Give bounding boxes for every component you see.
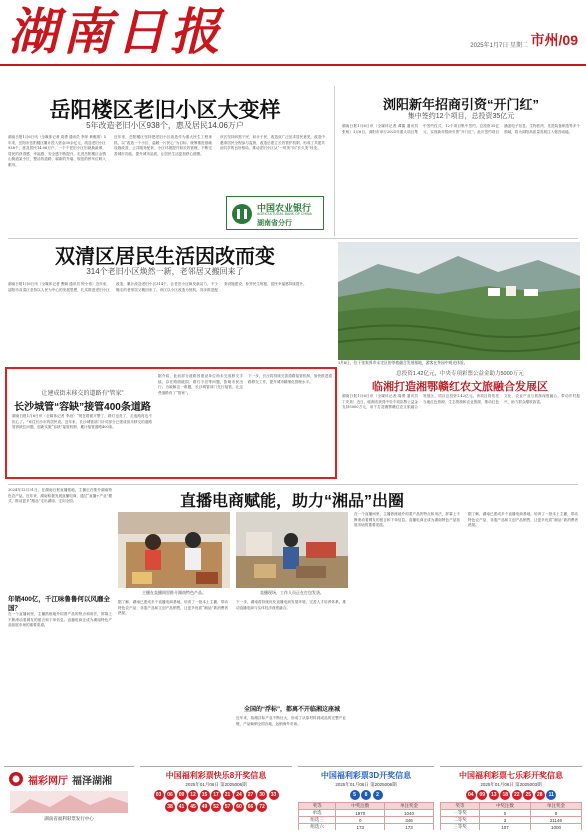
3d-subtitle: 2025年01月06日 第2025006期 xyxy=(335,782,397,787)
bank-logo-icon xyxy=(231,203,253,225)
qlc-table-cell: 0 xyxy=(530,810,581,817)
qlc-table-cell: 三等奖 xyxy=(441,824,480,831)
bank-name-en: AGRICULTURAL BANK OF CHINA xyxy=(257,212,312,216)
kl8-title: 中国福利彩票快乐8开奖信息 xyxy=(165,771,267,780)
qlc-prize-table xyxy=(440,802,582,830)
kl8-ball: 30 xyxy=(257,790,267,800)
3d-panel xyxy=(298,766,434,830)
qlc-ball: 25 xyxy=(523,790,533,800)
kl8-panel xyxy=(140,766,292,830)
story3-subtitle: 314个老旧小区焕然一新，老邻居又搬回来了 xyxy=(86,267,244,276)
3d-table-cell: 346 xyxy=(385,817,434,824)
qlc-ball: 18 xyxy=(500,790,510,800)
qlc-table-row xyxy=(441,824,582,831)
story6-closing-title: 全国的“浮标”，都离不开临湘这座城 xyxy=(243,707,340,713)
qlc-title: 中国福利彩票七乐彩开奖信息 xyxy=(459,771,563,780)
qlc-subtitle: 2025年01月06日 第2025003期 xyxy=(480,782,542,787)
qlc-ball: 09 xyxy=(477,790,487,800)
kl8-ball: 03 xyxy=(154,790,164,800)
kl8-ball: 38 xyxy=(165,802,175,812)
qlc-table-cell: 二等奖 xyxy=(441,817,480,824)
qlc-table-cell: 107 xyxy=(479,824,530,831)
qlc-table-row xyxy=(441,817,582,824)
story6-body-col2: 据了解，湖南已建成多个直播电商基地，培育了一批本土主播，带动特色农产品、非遗产品和文创产品销售，让更多优质“湘品”被消费者熟知。 xyxy=(118,600,228,616)
bank-advertisement xyxy=(226,196,324,230)
story5-body: 湖南日报1月6日讯（全媒体记者 周勇 通讯员 丁安美）近日，临湘市获得中央专项彩票公益金支持5000万元，用于打造湘鄂赣红农文旅融合发展区，项目总投资1.42亿元。该项目将依托当地红色资源、生态资源和农业资源，推动红色文化、农业产业与旅游深度融合，带动乡村振兴，助力群众增收致富。 xyxy=(342,394,580,410)
fucai-banner-image xyxy=(10,791,128,813)
livestream-photo-right-image xyxy=(236,512,348,588)
story5-title: 临湘打造湘鄂赣红农文旅融合发展区 xyxy=(372,381,548,393)
story1-title: 岳阳楼区老旧小区大变样 xyxy=(49,99,281,122)
qlc-table-cell: 单注奖金 xyxy=(530,803,581,810)
story4-body-col1: 湖南日报1月6日讯（全媒体记者 李治）“现在路面平整了，路灯也亮了，走夜路再也不担心了。”家住长沙市的居民说。近年来，长沙城管部门针对部分已建成但未移交的道路管养缺位问题，创新实施“容缺”接管机制，累计接管道路400条。 xyxy=(12,414,152,430)
kl8-ball: 06 xyxy=(165,790,175,800)
qlc-table-cell: 21146 xyxy=(530,817,581,824)
story6-body-col5: 在一个直播间里，主播熟练地介绍着产品的特点和用法，屏幕上不断滚动着网友的留言和下单信息。直播电商正成为湖南特色产品拓展市场的重要渠道。 xyxy=(354,512,460,528)
story6-body-col6: 据了解，湖南已建成多个直播电商基地，培育了一批本土主播，带动特色农产品、非遗产品和文创产品销售，让更多优质“湘品”被消费者熟知。 xyxy=(468,512,578,528)
kl8-subtitle: 2025年01月06日 第2025006期 xyxy=(185,782,247,787)
qlc-table-cell: 3 xyxy=(479,817,530,824)
kl8-ball: 17 xyxy=(211,790,221,800)
kl8-ball: 41 xyxy=(177,802,187,812)
3d-table-cell: 单选 xyxy=(299,810,336,817)
story4-kicker: 让建成街未移交的道路有“管家” xyxy=(41,391,124,397)
3d-table-row xyxy=(299,824,434,831)
section-label: 市州/09 xyxy=(530,32,578,48)
kl8-ball: 12 xyxy=(188,790,198,800)
story3-title: 双清区居民生活因改而变 xyxy=(55,246,275,268)
3d-table-cell: 173 xyxy=(336,824,385,831)
kl8-ball: 49 xyxy=(200,802,210,812)
kl8-ball: 09 xyxy=(177,790,187,800)
tea-garden-photo xyxy=(338,242,580,360)
story4-body-col3: 下一步，长沙将持续完善道路接管机制，加快推进道路移交工作，提升城市精细化管理水平。 xyxy=(248,374,332,384)
qlc-special-ball: 11 xyxy=(546,790,556,800)
fucai-ad xyxy=(4,766,134,830)
qlc-table-cell: 0 xyxy=(479,810,530,817)
publication-info: 2025年1月7日 星期二 xyxy=(470,43,528,49)
newspaper-logo: 湖南日报 xyxy=(8,2,224,61)
kl8-ball: 45 xyxy=(188,802,198,812)
3d-table-cell: 组选六 xyxy=(299,824,336,831)
fucai-emblem-icon xyxy=(8,771,24,787)
3d-table-cell: 奖等 xyxy=(299,803,336,810)
3d-balls xyxy=(298,790,434,800)
fucai-logo xyxy=(4,767,134,787)
kl8-ball: 15 xyxy=(200,790,210,800)
3d-title: 中国福利彩票3D开奖信息 xyxy=(320,771,412,780)
qlc-ball: 28 xyxy=(535,790,545,800)
3d-table-row xyxy=(299,810,434,817)
story2-title: 浏阳新年招商引资“开门红” xyxy=(382,97,539,112)
story3-body: 湖南日报1月6日讯（全媒体记者 曹娴 通讯员 钟小伟）近年来，邵阳市双清区坚持以人民为中心的发展思想，扎实推进老旧小区改造，累计改造老旧小区314个，让老旧小区焕发新活力，不少搬走的老邻居又搬回来了。该区以小区改造为契机，同步推进配套设施建设，补齐民生短板，居民幸福感持续提升。 xyxy=(8,282,307,292)
story5-kicker: 总投资1.42亿元，中央专项彩票公益金助力5000万元 xyxy=(396,371,524,377)
tea-garden-photo-caption: 1月6日，位于张家界市永定区的茶旅融合发展基地，游客在茶园中观光体验。 xyxy=(338,361,468,365)
story1-subtitle: 5年改造老旧小区938个，惠及居民14.06万户 xyxy=(86,121,244,130)
3d-table-row xyxy=(299,803,434,810)
kl8-ball: 60 xyxy=(234,802,244,812)
kl8-ball: 27 xyxy=(246,790,256,800)
qlc-table-row xyxy=(441,810,582,817)
bank-name: 中国农业银行 xyxy=(257,203,312,213)
column-divider xyxy=(334,86,335,236)
qlc-table-cell: 1000 xyxy=(530,824,581,831)
story6-qa-title: 年销400亿，千江味鲁鲁何以风靡全国？ xyxy=(8,596,110,612)
qlc-ball: 13 xyxy=(489,790,499,800)
3d-table-cell: 中奖注数 xyxy=(336,803,385,810)
livestream-photo-left xyxy=(118,512,230,588)
masthead xyxy=(0,0,586,66)
3d-table-row xyxy=(299,817,434,824)
kl8-ball: 66 xyxy=(246,802,256,812)
3d-table-cell: 1970 xyxy=(336,810,385,817)
3d-prize-table xyxy=(298,802,434,830)
story6-body-col4: 近年来，临湘浮标产业不断壮大，形成了从原材料到成品的完整产业链，产品畅销全国各地，远销海外市场。 xyxy=(236,716,346,726)
3d-ball: 5 xyxy=(350,790,360,800)
story6-body-col1: 在一个直播间里，主播熟练地介绍着产品的特点和用法，屏幕上不断滚动着网友的留言和下单信息。直播电商正成为湖南特色产品拓展市场的重要渠道。 xyxy=(8,612,112,628)
story1-body-col2: 近年来，岳阳楼区坚持把老旧小区改造作为重大民生工程来抓，以“改造一个小区、温暖一片民心”为目标，统筹推进基础设施改造、公共服务配套、小区环境提升和长效管理，不断完善城市功能，提升城市品质，让居民生活更加舒心便捷。 xyxy=(114,135,212,156)
kl8-ball: 52 xyxy=(211,802,221,812)
3d-table-cell: 173 xyxy=(385,824,434,831)
kl8-ball: 21 xyxy=(223,790,233,800)
livestream-photo-left-image xyxy=(118,512,230,588)
3d-table-cell: 1040 xyxy=(385,810,434,817)
kl8-balls xyxy=(140,790,292,812)
fucai-logo-text: 福彩网厅 xyxy=(28,775,68,787)
qlc-table-row xyxy=(441,803,582,810)
fucai-decoration xyxy=(10,791,128,813)
3d-table-cell: 0 xyxy=(336,817,385,824)
qlc-panel xyxy=(440,766,582,830)
story1-body-col1: 湖南日报1月6日讯（全媒体记者 周勇 通讯员 李萍 黄雅琪）5年来，岳阳市岳阳楼区累计投入资金30余亿元，改造老旧小区938个，惠及居民14.06万户，一个个老旧小区旧貌换新颜，居民的获得感、幸福感、安全感不断提升。走进岳阳楼区金鹗山街道某小区，整洁的道路、崭新的外墙、规范的停车位映入眼帘。 xyxy=(8,135,106,167)
story4-body-col2: 据介绍，此前部分道路因建设单位尚未完成移交手续，存在路面破损、路灯不亮等问题，影响市民出行。为破解这一难题，长沙城管部门先行接管，让这些道路有了“管家”。 xyxy=(158,374,243,395)
qlc-ball: 22 xyxy=(512,790,522,800)
kl8-ball: 33 xyxy=(269,790,279,800)
livestream-photo-left-caption: 主播在直播间里推介湖南特色产品。 xyxy=(142,590,206,595)
story2-subtitle: 集中签约12个项目，总投资35亿元 xyxy=(407,113,515,120)
story1-body-col3: 该区坚持问需于民、问计于民，改造前广泛征求居民意见，改造中邀请居民全程参与监督，改造后建立长效管护机制，形成了共建共治共享的良好格局，推动老旧小区从“一时美”向“长久美”转变。 xyxy=(220,135,325,151)
section-divider xyxy=(8,238,578,239)
fucai-org: 湖南省福利彩票发行中心 xyxy=(44,816,94,821)
bank-branch: 湖南省分行 xyxy=(257,220,292,227)
story6-body-col3: 下一步，湖南将持续优化直播电商发展环境，完善人才培养体系，推动直播电商与实体经济深度融合。 xyxy=(236,600,346,610)
qlc-table-cell: 奖等 xyxy=(441,803,480,810)
kl8-ball: 24 xyxy=(234,790,244,800)
section-divider xyxy=(8,484,578,485)
tea-garden-photo-image xyxy=(338,242,580,360)
kl8-ball: 57 xyxy=(223,802,233,812)
story4-title: 长沙城管“容缺”接管400条道路 xyxy=(14,402,151,413)
livestream-photo-right xyxy=(236,512,348,588)
3d-ball: 2 xyxy=(373,790,383,800)
story2-body: 湖南日报1月6日讯（全媒体记者 谭露 通讯员 张杨）1月6日，浏阳市举行2025年重大项目集中签约仪式，12个项目集中签约，总投资35亿元，实现新年招商引资“开门红”。此次签约项目涵盖电子信息、生物医药、先进装备制造等多个领域，将为浏阳高质量发展注入强劲动能。 xyxy=(342,124,580,134)
fucai-slogan: 福泽湖湘 xyxy=(72,775,112,787)
3d-ball: 8 xyxy=(361,790,371,800)
qlc-table-cell: 中奖注数 xyxy=(479,803,530,810)
kl8-ball: 72 xyxy=(257,802,267,812)
livestream-photo-right-caption: 直播现场，工作人员正在打包发货。 xyxy=(260,590,324,595)
story6-intro: 2024年12月31日，在湖南日报直播基地，主播正在推介湖南特色农产品。近年来，湖南积极发展直播电商，通过“直播+产业”模式，推动更多“湘品”走出湖南、走向全国。 xyxy=(8,488,112,504)
story6-title: 直播电商赋能，助力“湘品”出圈 xyxy=(179,493,404,510)
qlc-balls xyxy=(440,790,582,800)
qlc-ball: 04 xyxy=(466,790,476,800)
qlc-table-cell: 一等奖 xyxy=(441,810,480,817)
3d-table-cell: 组选三 xyxy=(299,817,336,824)
3d-table-cell: 单注奖金 xyxy=(385,803,434,810)
